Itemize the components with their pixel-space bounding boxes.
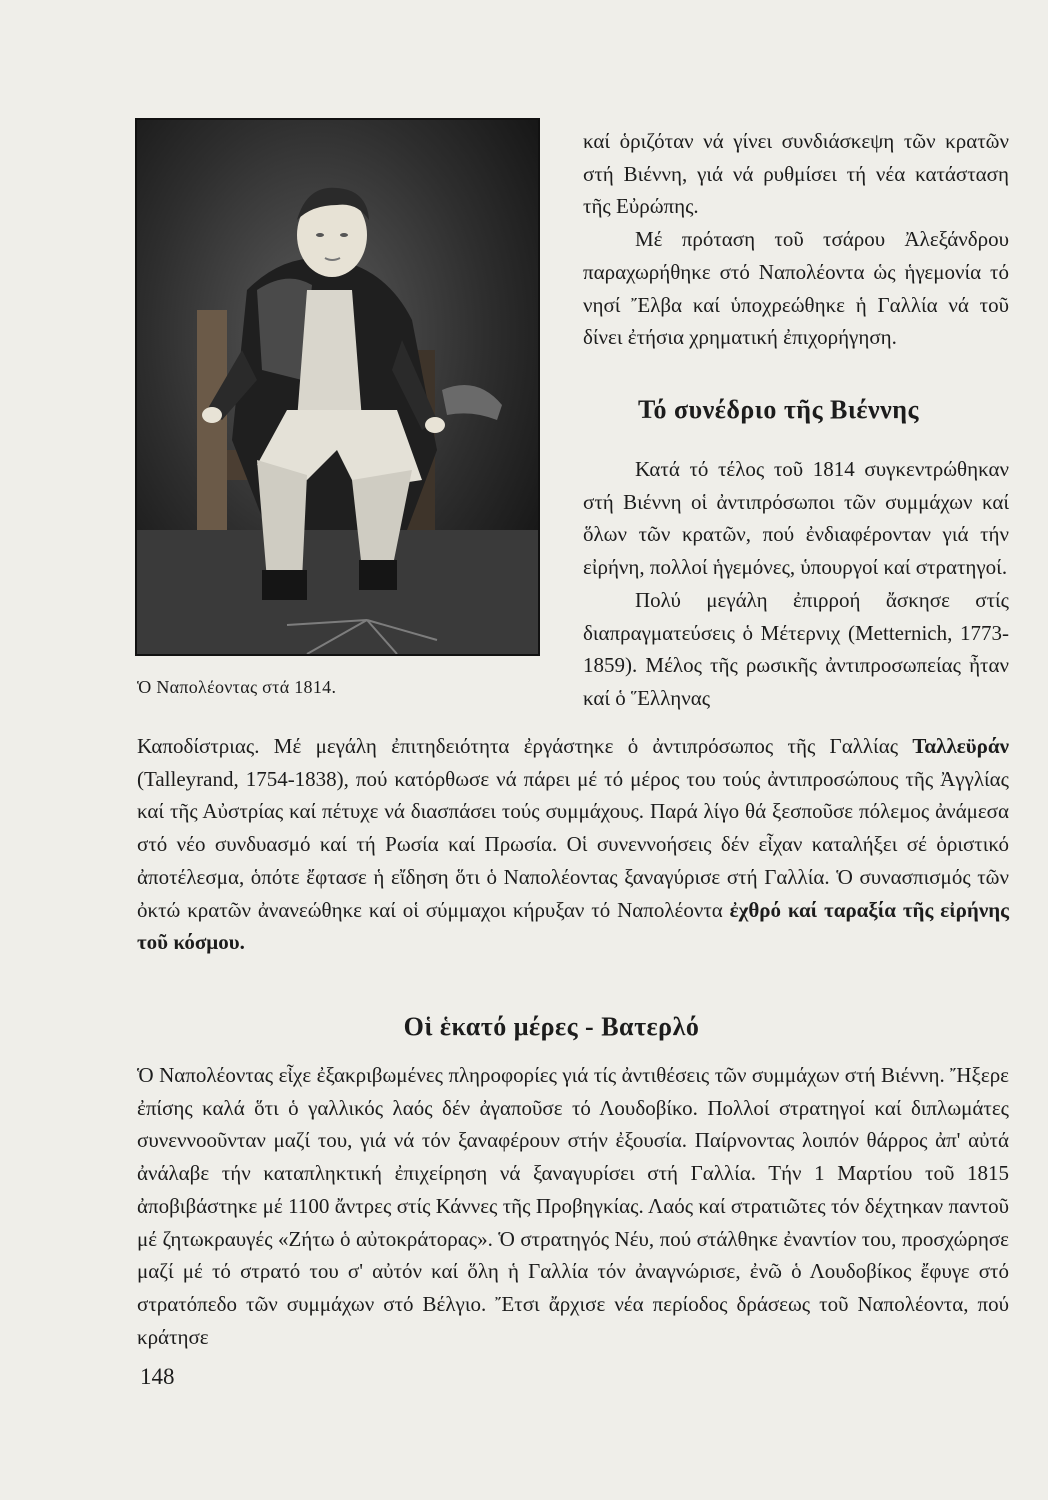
congress-continuation — [137, 730, 1009, 959]
napoleon-portrait-image — [135, 118, 540, 656]
intro-column — [583, 125, 1009, 354]
hundred-days-text — [137, 1059, 1009, 1353]
congress-paragraph-3 — [137, 730, 1009, 959]
enemy-of-peace-phrase: ἐχθρό καί ταραξία τῆς εἰρήνης τοῦ κόσμου. — [137, 897, 1010, 955]
congress-paragraph-2: Πολύ μεγάλη ἐπιρροή ἄσκησε στίς διαπραγματεύσεις ὁ Μέτερνιχ (Metternich, 1773-1859). Μέλος τῆς ρωσικῆς ἀντιπροσωπείας ἦταν καί ὁ Ἕλληνας — [583, 587, 1009, 710]
figure-caption: Ὁ Ναπολέοντας στά 1814. — [137, 677, 337, 697]
page-number: 148 — [140, 1364, 175, 1389]
intro-paragraph-1: καί ὁριζόταν νά γίνει συνδιάσκεψη τῶν κρατῶν στή Βιέννη, γιά νά ρυθμίσει τή νέα κατάσταση τῆς Εὐρώπης. — [583, 129, 1009, 219]
congress-paragraph-1: Κατά τό τέλος τοῦ 1814 συγκεντρώθηκαν στή Βιέννη οἱ ἀντιπρόσωποι τῶν συμμάχων καί ὅλων τῶν κρατῶν, πού ἐνδιαφέρονταν γιά τήν εἰρήνη, πολλοί ἡγεμόνες, ὑπουργοί καί στρατηγοί. — [583, 457, 1009, 580]
intro-paragraph-2: Μέ πρόταση τοῦ τσάρου Ἀλεξάνδρου παραχωρήθηκε στό Ναπολέοντα ὡς ἡγεμονία τό νησί Ἔλβα καί ὑποχρεώθηκε ἡ Γαλλία νά τοῦ δίνει ἐτήσια χρηματική ἐπιχορήγηση. — [583, 227, 1009, 350]
talleyrand-name: Ταλλεϋράν — [912, 734, 1009, 758]
hundred-days-paragraph-1: Ὁ Ναπολέοντας εἶχε ἐξακριβωμένες πληροφορίες γιά τίς ἀντιθέσεις τῶν συμμάχων στή Βιέννη. Ἤξερε ἐπίσης καλά ὅτι ὁ γαλλικός λαός δέν ἀγαποῦσε τό Λουδοβίκο. Πολλοί στρατηγοί καί διπλωμάτες συνεννοοῦνταν μαζί του, γιά νά τόν ξαναφέρουν στήν ἐξουσία. Παίρνοντας λοιπόν θάρρος ἀπ' αὐτά ἀνάλαβε τήν καταπληκτική ἐπιχείρηση νά ξαναγυρίσει στή Γαλλία. Τήν 1 Μαρτίου τοῦ 1815 ἀποβιβάστηκε μέ 1100 ἄντρες στίς Κάννες τῆς Προβηγκίας. Λαός καί στρατιῶτες τόν δέχτηκαν παντοῦ μέ ζητωκραυγές «Ζήτω ὁ αὐτοκράτορας». Ὁ στρατηγός Νέυ, πού στάλθηκε ἐναντίον του, προσχώρησε μαζί μέ τό στρατό του σ' αὐτόν καί ὅλη ἡ Γαλλία τόν ἀναγνώρισε, ἐνῶ ὁ Λουδοβίκος ἔφυγε στό στρατόπεδο τῶν συμμάχων στό Βέλγιο. Ἔτσι ἄρχισε νέα περίοδος δράσεως τοῦ Ναπολέοντα, πού κράτησε — [137, 1063, 1009, 1349]
congress-column — [583, 453, 1009, 715]
section-heading-hundred-days: Οἱ ἑκατό μέρες - Βατερλό — [403, 1012, 700, 1041]
text-run: Καποδίστριας. Μέ μεγάλη ἐπιτηδειότητα ἐργάστηκε ὁ ἀντιπρόσωπος τῆς Γαλλίας — [137, 734, 913, 758]
section-heading-congress-of-vienna: Τό συνέδριο τῆς Βιέννης — [638, 395, 920, 424]
text-run: (Talleyrand, 1754-1838), πού κατόρθωσε νά πάρει μέ τό μέρος του τούς ἀντιπροσώπους τῆς Ἀγγλίας καί τῆς Αὐστρίας καί πέτυχε νά διασπάσει τούς συμμάχους. Παρά λίγο θά ξεσποῦσε πόλεμος ἀνάμεσα στό νέο συνδυασμό καί τή Ρωσία καί Πρωσία. Οἱ συνεννοήσεις δέν εἶχαν καταλήξει σέ ὁριστικό ἀποτέλεσμα, ὁπότε ἔφτασε ἡ εἴδηση ὅτι ὁ Ναπολέοντας ξαναγύρισε στή Γαλλία. Ὁ συνασπισμός τῶν ὀκτώ κρατῶν ἀνανεώθηκε καί οἱ σύμμαχοι κήρυξαν τό Ναπολέοντα — [137, 766, 1009, 922]
portrait-illustration — [137, 120, 538, 654]
